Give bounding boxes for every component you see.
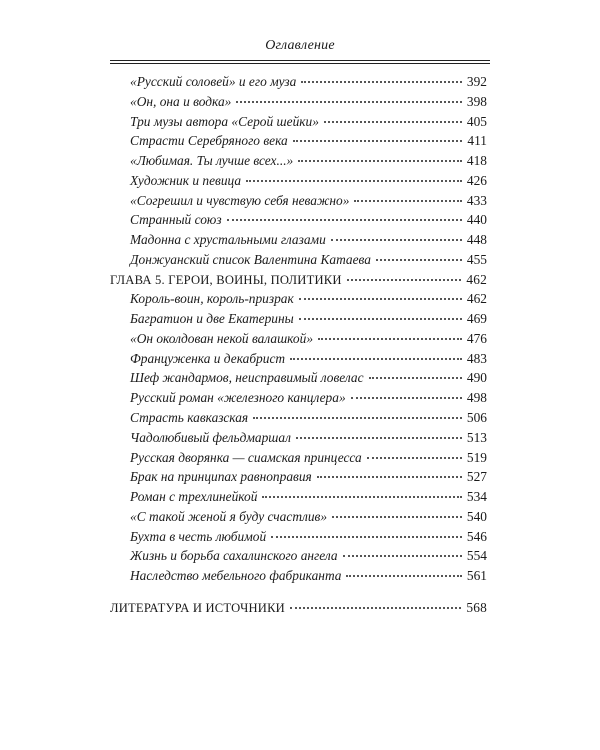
dot-leader: [351, 393, 462, 399]
toc-entry: [110, 448, 487, 468]
toc-page-number: 546: [466, 528, 487, 544]
toc-entry-title: Русская дворянка — сиамская принцесса: [130, 449, 362, 465]
toc-entry: [110, 230, 487, 250]
toc-entry-title: Король-воин, король-призрак: [130, 291, 294, 307]
toc-entry: [110, 112, 487, 132]
toc-page-number: 490: [466, 370, 487, 386]
toc-page-number: 462: [466, 291, 487, 307]
dot-leader: [367, 453, 462, 459]
toc-entry: [110, 408, 487, 428]
toc-page-number: 527: [466, 469, 487, 485]
toc-entry: [110, 507, 487, 527]
dot-leader: [298, 156, 462, 162]
toc-entry-title: Три музы автора «Серой шейки»: [130, 113, 319, 129]
dot-leader: [262, 492, 461, 498]
toc-entry: [110, 72, 487, 92]
toc-page-number: 506: [466, 410, 487, 426]
toc-page-number: 476: [466, 330, 487, 346]
toc-entry-title: «С такой женой я буду счастлив»: [130, 508, 328, 524]
dot-leader: [332, 512, 462, 518]
dot-leader: [376, 255, 462, 261]
toc-entry: [110, 546, 487, 566]
dot-leader: [331, 235, 462, 241]
dot-leader: [299, 314, 462, 320]
dot-leader: [236, 97, 462, 103]
toc-entry: [110, 368, 487, 388]
toc-page-number: 534: [466, 489, 487, 505]
toc-entry: [110, 151, 487, 171]
toc-entry-title: Мадонна с хрустальными глазами: [130, 232, 326, 248]
toc-page-number: 498: [466, 390, 487, 406]
dot-leader: [271, 532, 462, 538]
toc-page-number: 440: [466, 212, 487, 228]
toc-entry-title: Француженка и декабрист: [130, 350, 286, 366]
toc-entry: [110, 527, 487, 547]
toc-entry-title: Художник и певица: [130, 172, 242, 188]
toc-page-number: 568: [466, 599, 487, 615]
toc-entry-title: Шеф жандармов, неисправимый ловелас: [130, 370, 364, 386]
toc-entry: [110, 349, 487, 369]
toc-chapter-entry: [110, 270, 487, 290]
toc-page-number: 554: [466, 548, 487, 564]
toc-entry-title: Страсть кавказская: [130, 410, 249, 426]
toc-entry: [110, 467, 487, 487]
toc-entry: [110, 428, 487, 448]
toc-entry-title: Багратион и две Екатерины: [130, 311, 294, 327]
dot-leader: [343, 551, 462, 557]
dot-leader: [227, 215, 462, 221]
toc-entry-title: Брак на принципах равноправия: [130, 469, 312, 485]
toc-page-number: 469: [466, 311, 487, 327]
toc-page-number: 411: [467, 133, 487, 149]
toc-page-number: 418: [466, 153, 487, 169]
dot-leader: [347, 275, 462, 281]
toc-entry-title: «Русский соловей» и его муза: [130, 74, 297, 89]
toc-page-number: 540: [466, 508, 487, 524]
header-rule-top: [110, 60, 490, 61]
toc-entry: [110, 289, 487, 309]
toc-page-number: 462: [466, 271, 487, 287]
dot-leader: [290, 603, 461, 609]
dot-leader: [324, 117, 462, 123]
toc-entry: [110, 171, 487, 191]
toc-entry-title: Русский роман «железного канцлера»: [130, 390, 346, 406]
dot-leader: [369, 373, 462, 379]
toc-entry: [110, 250, 487, 270]
toc-entry-title: Странный союз: [130, 212, 222, 228]
toc-page-number: 426: [466, 172, 487, 188]
dot-leader: [301, 77, 462, 83]
toc-entry: [110, 487, 487, 507]
dot-leader: [346, 571, 461, 577]
toc-entry: [110, 309, 487, 329]
toc-entry-title: «Он околдован некой валашкой»: [130, 330, 314, 346]
toc-page-number: 483: [466, 350, 487, 366]
dot-leader: [296, 433, 462, 439]
header-rule-bottom: [110, 63, 490, 64]
toc-entry-title: Донжуанский список Валентина Катаева: [130, 251, 371, 267]
dot-leader: [246, 176, 462, 182]
toc-entry-title: Наследство мебельного фабриканта: [130, 568, 342, 584]
running-header: Оглавление: [265, 38, 335, 53]
toc-page-number: 513: [466, 429, 487, 445]
toc-chapter-entry: [110, 598, 487, 618]
toc-entry-title: Страсти Серебряного века: [130, 133, 288, 149]
toc-entry-title: Бухта в честь любимой: [130, 528, 267, 544]
toc-entry-title: ГЛАВА 5. ГЕРОИ, ВОИНЫ, ПОЛИТИКИ: [110, 272, 342, 287]
toc-entry-title: «Он, она и водка»: [130, 93, 232, 109]
dot-leader: [317, 472, 462, 478]
dot-leader: [290, 354, 462, 360]
dot-leader: [253, 413, 462, 419]
toc-page-number: 448: [466, 232, 487, 248]
toc-page-number: 433: [466, 192, 487, 208]
toc-entry-title: Жизнь и борьба сахалинского ангела: [130, 548, 338, 564]
dot-leader: [293, 136, 463, 142]
toc-entry: [110, 388, 487, 408]
toc-page-number: 405: [466, 113, 487, 129]
toc-entry-title: Чадолюбивый фельдмаршал: [130, 429, 291, 445]
toc-entry-title: ЛИТЕРАТУРА И ИСТОЧНИКИ: [110, 600, 285, 615]
toc-page-number: 392: [466, 74, 487, 89]
toc-entry: [110, 92, 487, 112]
toc-entry: [110, 191, 487, 211]
dot-leader: [354, 196, 461, 202]
toc-entry-title: «Любимая. Ты лучше всех...»: [130, 153, 294, 169]
toc-entry: [110, 210, 487, 230]
toc-entry: [110, 131, 487, 151]
dot-leader: [318, 334, 462, 340]
table-of-contents: [110, 72, 487, 618]
toc-page-number: 561: [466, 568, 487, 584]
toc-page-number: 519: [466, 449, 487, 465]
toc-page-number: 398: [466, 93, 487, 109]
toc-entry-title: Роман с трехлинейкой: [130, 489, 258, 505]
toc-entry-title: «Согрешил и чувствую себя неважно»: [130, 192, 350, 208]
toc-page-number: 455: [466, 251, 487, 267]
toc-entry: [110, 566, 487, 586]
toc-entry: [110, 329, 487, 349]
dot-leader: [299, 294, 462, 300]
